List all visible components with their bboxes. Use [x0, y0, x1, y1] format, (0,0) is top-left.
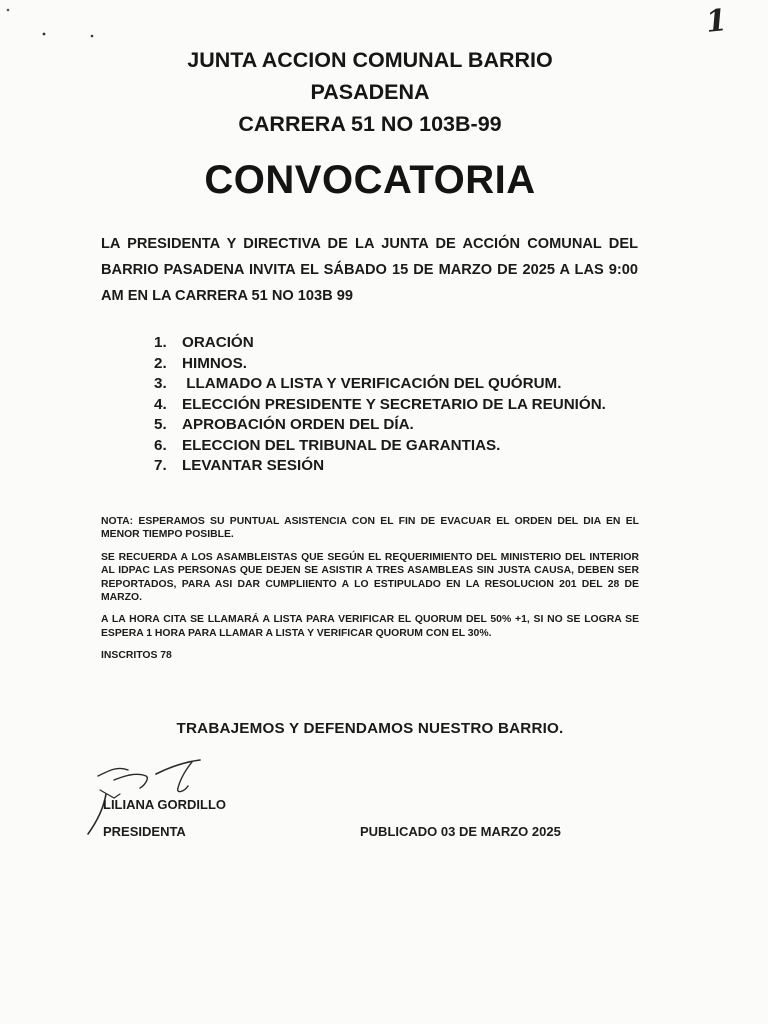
agenda-item-number: 7. [154, 457, 167, 474]
header-line-address: CARRERA 51 NO 103B-99 [238, 112, 502, 136]
agenda-item [154, 456, 640, 477]
header-line-neighborhood: PASADENA [310, 80, 430, 104]
agenda-item [154, 395, 640, 416]
agenda-item [154, 354, 640, 375]
header-line-organization: JUNTA ACCION COMUNAL BARRIO [187, 48, 553, 72]
document-title: CONVOCATORIA [204, 158, 536, 202]
agenda-item [154, 436, 640, 457]
agenda-item-text: HIMNOS. [182, 354, 247, 372]
agenda-item-number: 2. [154, 354, 167, 372]
agenda-item-text: ORACIÓN [182, 334, 254, 351]
agenda-item [154, 374, 640, 395]
scan-specks [0, 0, 120, 50]
organization-header [0, 44, 740, 140]
closing-motto: TRABAJEMOS Y DEFENDAMOS NUESTRO BARRIO. [176, 720, 564, 737]
notes-section [101, 515, 639, 672]
agenda-item-number: 1. [154, 334, 167, 351]
absence-reminder: SE RECUERDA A LOS ASAMBLEISTAS QUE SEGÚN EL REQUERIMIENTO DEL MINISTERIO DEL INTERIOR AL IDPAC LAS PERSONAS QUE DEJEN SE ASISTIR A TRES ASAMBLEAS SIN JUSTA CAUSA, DEBEN SER REPORTADOS, PARA ASI DAR CUMPLIIENTO A LO ESTIPULADO EN LA RESOLUCION 201 DEL 28 DE MARZO. [101, 551, 639, 604]
quorum-note: A LA HORA CITA SE LLAMARÁ A LISTA PARA VERIFICAR EL QUORUM DEL 50% +1, SI NO SE LOGRA SE ESPERA 1 HORA PARA LLAMAR A LISTA Y VERIFICAR QUORUM CON EL 30%. [101, 614, 639, 639]
agenda-list [154, 333, 640, 477]
agenda-item-number: 6. [154, 436, 167, 454]
enrolled-count: INSCRITOS 78 [101, 650, 172, 662]
agenda-item-number: 4. [154, 395, 167, 413]
agenda-item-text: ELECCION DEL TRIBUNAL DE GARANTIAS. [182, 436, 501, 454]
agenda-item-text: LEVANTAR SESIÓN [182, 457, 325, 474]
agenda-item-number: 5. [154, 416, 167, 433]
page-number: 1 [704, 3, 729, 40]
agenda-item [154, 415, 640, 436]
signer-name: LILIANA GORDILLO [103, 797, 227, 812]
agenda-item-text: LLAMADO A LISTA Y VERIFICACIÓN DEL QUÓRUM. [182, 375, 562, 392]
publication-date: PUBLICADO 03 DE MARZO 2025 [360, 824, 561, 839]
attendance-note: NOTA: ESPERAMOS SU PUNTUAL ASISTENCIA CON EL FIN DE EVACUAR EL ORDEN DEL DIA EN EL MENOR TIEMPO POSIBLE. [101, 516, 639, 541]
signer-role: PRESIDENTA [103, 824, 186, 839]
agenda-item-number: 3. [154, 375, 167, 392]
agenda-item-text: ELECCIÓN PRESIDENTE Y SECRETARIO DE LA REUNIÓN. [182, 395, 606, 413]
agenda-item-text: APROBACIÓN ORDEN DEL DÍA. [182, 416, 414, 433]
invitation-paragraph: LA PRESIDENTA Y DIRECTIVA DE LA JUNTA DE ACCIÓN COMUNAL DEL BARRIO PASADENA INVITA EL SÁBADO 15 DE MARZO DE 2025 A LAS 9:00 AM EN LA CARRERA 51 NO 103B 99 [101, 236, 638, 304]
agenda-item [154, 333, 640, 354]
